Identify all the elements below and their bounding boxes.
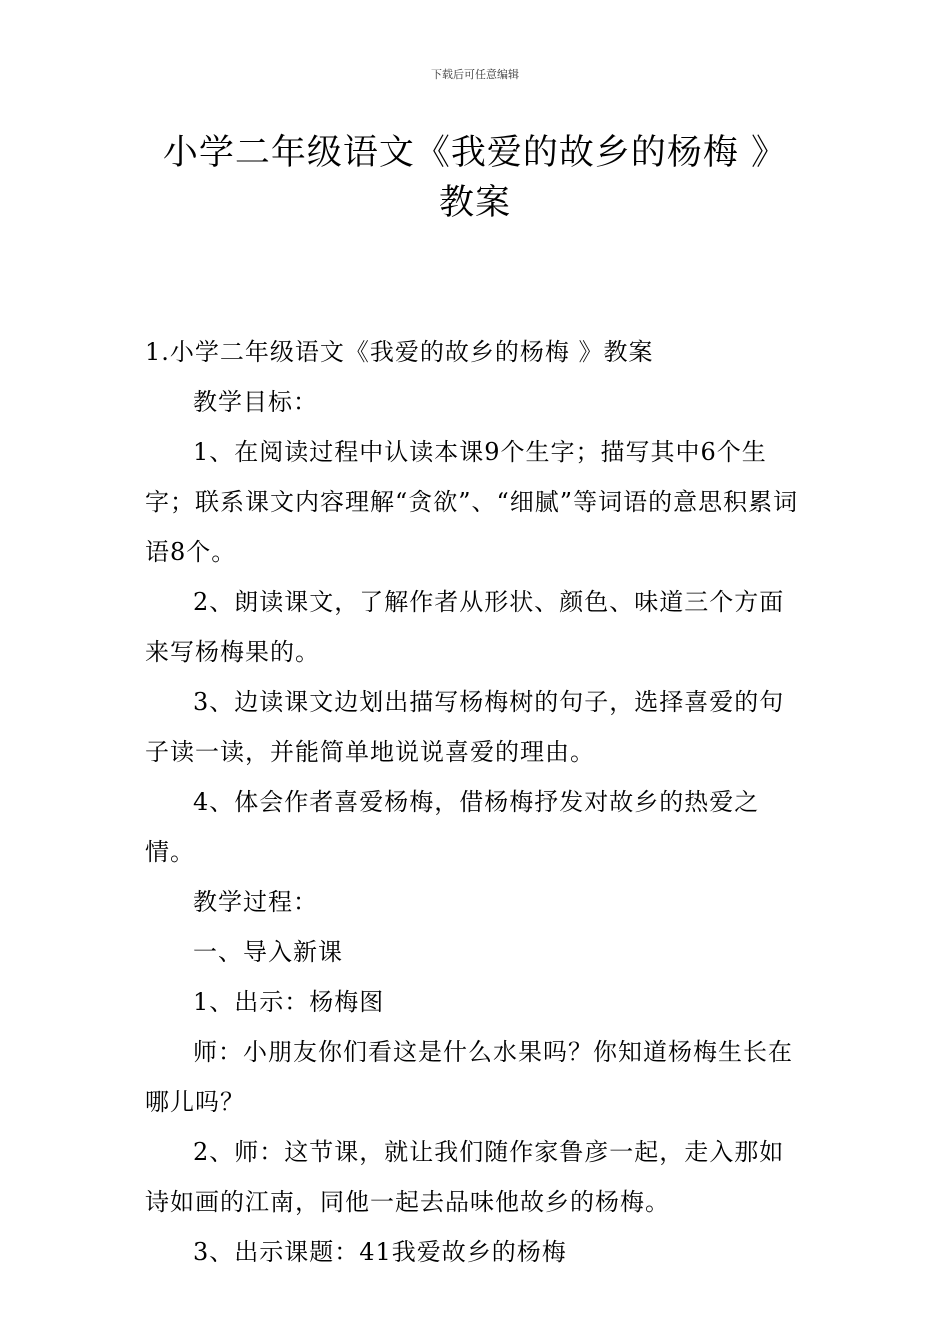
document-title: 小学二年级语文《我爱的故乡的杨梅 》教案 [162,133,788,223]
paragraph-objective-1: 1、在阅读过程中认读本课9个生字；描写其中6个生字；联系课文内容理解“贪欲”、“细腻”等词语的意思积累词语8个。 [145,438,799,566]
paragraph-step-3: 3、出示课题：41我爱故乡的杨梅 [193,1238,567,1266]
paragraph-step-1: 1、出示：杨梅图 [193,988,385,1016]
paragraph-objective-4: 4、体会作者喜爱杨梅，借杨梅抒发对故乡的热爱之情。 [145,788,760,866]
section-heading: 1.小学二年级语文《我爱的故乡的杨梅 》教案 [145,338,654,366]
paragraph-objective-2: 2、朗读课文，了解作者从形状、颜色、味道三个方面来写杨梅果的。 [145,588,785,666]
paragraph-objectives-heading: 教学目标： [193,388,318,416]
document-body [145,327,807,1277]
paragraph-objective-3: 3、边读课文边划出描写杨梅树的句子，选择喜爱的句子读一读，并能简单地说说喜爱的理由。 [145,688,785,766]
paragraph-step-2: 2、师：这节课，就让我们随作家鲁彦一起，走入那如诗如画的江南，同他一起去品味他故乡的杨梅。 [145,1138,785,1216]
paragraph-step-intro: 一、导入新课 [193,938,343,966]
paragraph-process-heading: 教学过程： [193,888,318,916]
paragraph-teacher-question: 师：小朋友你们看这是什么水果吗？你知道杨梅生长在哪儿吗？ [145,1038,793,1116]
header-note: 下载后可任意编辑 [431,68,519,81]
